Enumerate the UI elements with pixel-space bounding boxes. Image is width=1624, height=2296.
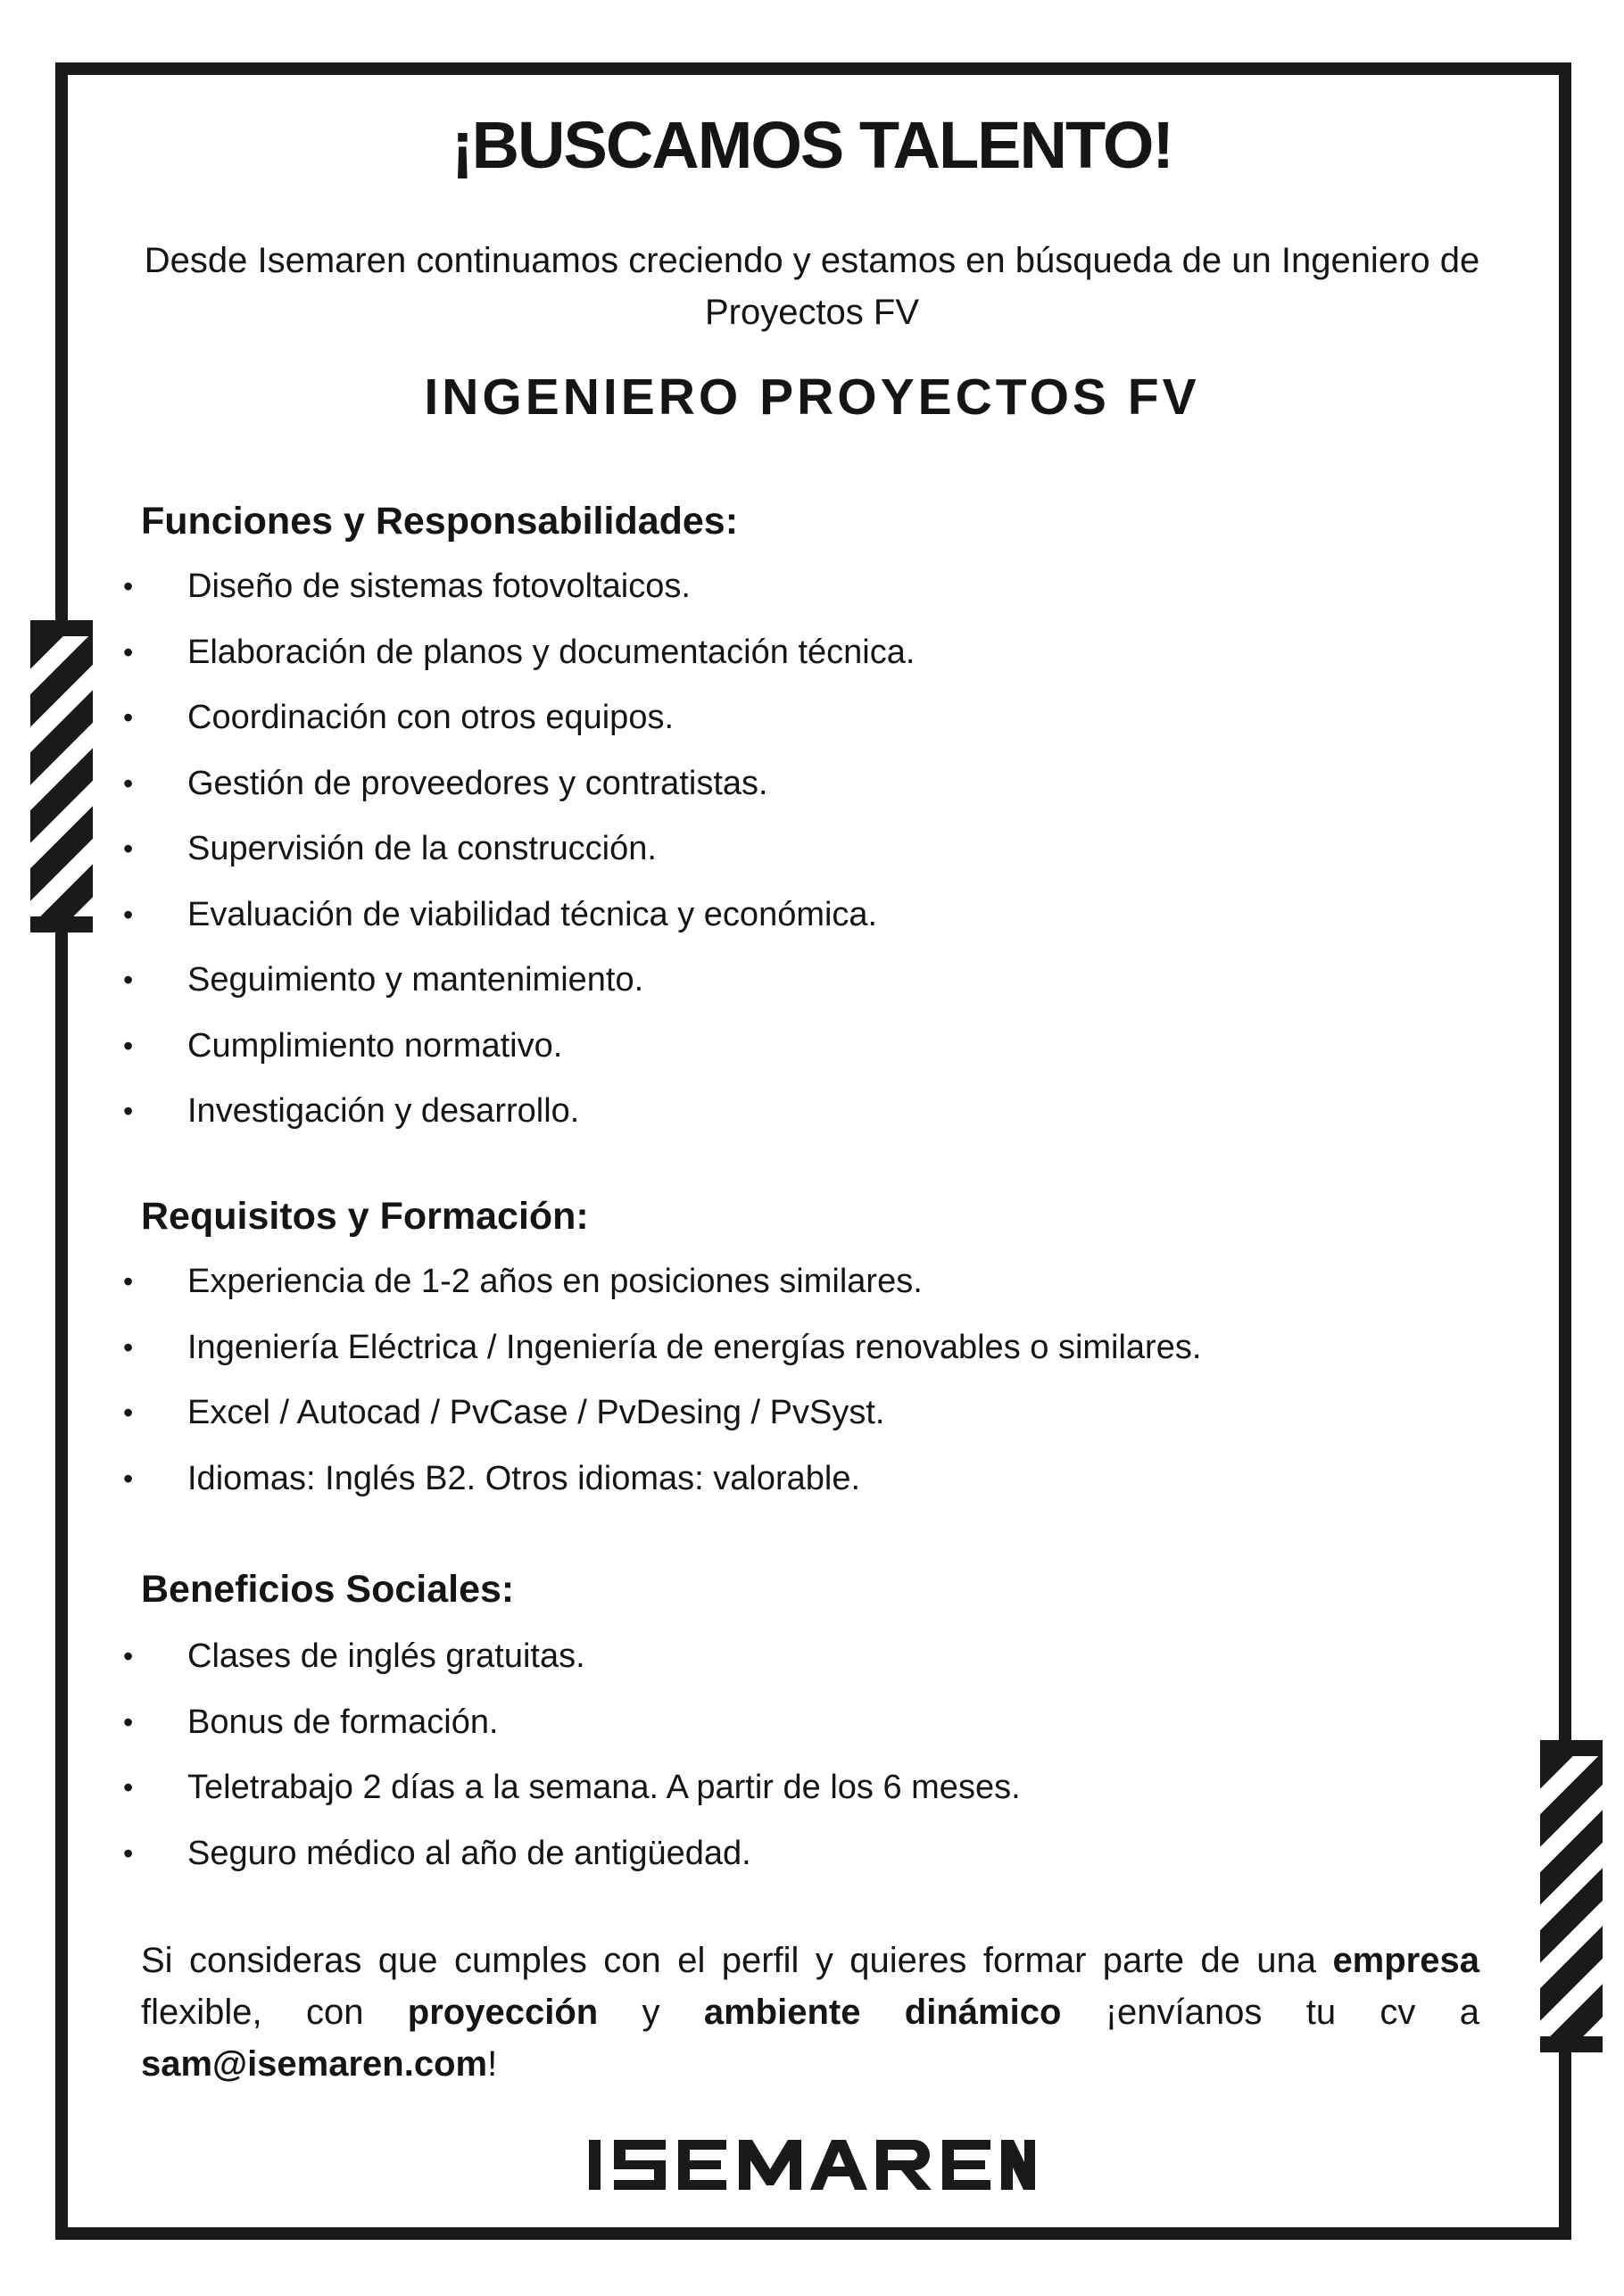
list-funciones	[116, 562, 915, 1153]
list-item: • Experiencia de 1-2 años en posiciones similares.	[116, 1257, 1201, 1323]
list-item: • Elaboración de planos y documentación técnica.	[116, 628, 915, 694]
section-heading-beneficios: Beneficios Sociales:	[141, 1568, 515, 1611]
list-item: • Excel / Autocad / PvCase / PvDesing / PvSyst.	[116, 1388, 1201, 1455]
bullet-icon: •	[123, 1095, 134, 1127]
job-title: INGENIERO PROYECTOS FV	[424, 369, 1200, 426]
bullet-icon: •	[123, 964, 134, 996]
closing-bold-proyeccion: proyección	[407, 1993, 599, 2032]
contact-email[interactable]: sam@isemaren.com	[141, 2044, 488, 2084]
list-item: • Idiomas: Inglés B2. Otros idiomas: valorable.	[116, 1455, 1201, 1521]
list-item: • Clases de inglés gratuitas.	[116, 1632, 1021, 1698]
closing-paragraph: Si consideras que cumples con el perfil y quieres formar parte de una empresa flexible, con proyección y ambiente dinámico ¡envíanos tu cv a sam@isemaren.com!	[141, 1941, 1479, 2084]
list-item: • Seguro médico al año de antigüedad.	[116, 1829, 1021, 1895]
closing-bold-ambiente: ambiente dinámico	[703, 1993, 1062, 2032]
intro-text: Desde Isemaren continuamos creciendo y estamos en búsqueda de un Ingeniero de Proyectos FV	[144, 241, 1480, 332]
bullet-icon: •	[123, 833, 134, 865]
page-title: ¡BUSCAMOS TALENTO!	[451, 108, 1173, 182]
bullet-icon: •	[123, 1771, 134, 1803]
left-stripe-decoration	[30, 620, 93, 932]
bullet-icon: •	[123, 898, 134, 931]
bullet-icon: •	[123, 1330, 134, 1364]
bullet-icon: •	[123, 1705, 134, 1738]
list-item: • Supervisión de la construcción.	[116, 825, 915, 891]
list-item: • Cumplimiento normativo.	[116, 1022, 915, 1088]
closing-bold-empresa: empresa	[1332, 1941, 1479, 1980]
list-item: • Coordinación con otros equipos.	[116, 693, 915, 759]
list-item: • Seguimiento y mantenimiento.	[116, 956, 915, 1022]
bullet-icon: •	[123, 701, 134, 734]
bullet-icon: •	[123, 767, 134, 800]
bullet-icon: •	[123, 1265, 134, 1297]
list-item: • Diseño de sistemas fotovoltaicos.	[116, 562, 915, 628]
section-heading-requisitos: Requisitos y Formación:	[141, 1195, 589, 1238]
bullet-icon: •	[123, 1462, 134, 1495]
list-item: • Gestión de proveedores y contratistas.	[116, 759, 915, 825]
right-stripe-decoration	[1540, 1740, 1603, 2052]
section-heading-funciones: Funciones y Responsabilidades:	[141, 500, 739, 543]
list-item: • Investigación y desarrollo.	[116, 1087, 915, 1153]
list-beneficios	[116, 1632, 1021, 1894]
bullet-icon: •	[123, 1640, 134, 1672]
isemaren-logo	[589, 2135, 1035, 2198]
list-requisitos	[116, 1257, 1201, 1520]
list-item: • Bonus de formación.	[116, 1698, 1021, 1764]
list-item: • Evaluación de viabilidad técnica y económica.	[116, 891, 915, 957]
bullet-icon: •	[123, 1397, 134, 1429]
bullet-icon: •	[123, 1029, 134, 1062]
list-item: • Teletrabajo 2 días a la semana. A partir de los 6 meses.	[116, 1763, 1021, 1829]
bullet-icon: •	[123, 570, 134, 602]
list-item: • Ingeniería Eléctrica / Ingeniería de energías renovables o similares.	[116, 1323, 1201, 1389]
bullet-icon: •	[123, 1836, 134, 1869]
bullet-icon: •	[123, 635, 134, 668]
